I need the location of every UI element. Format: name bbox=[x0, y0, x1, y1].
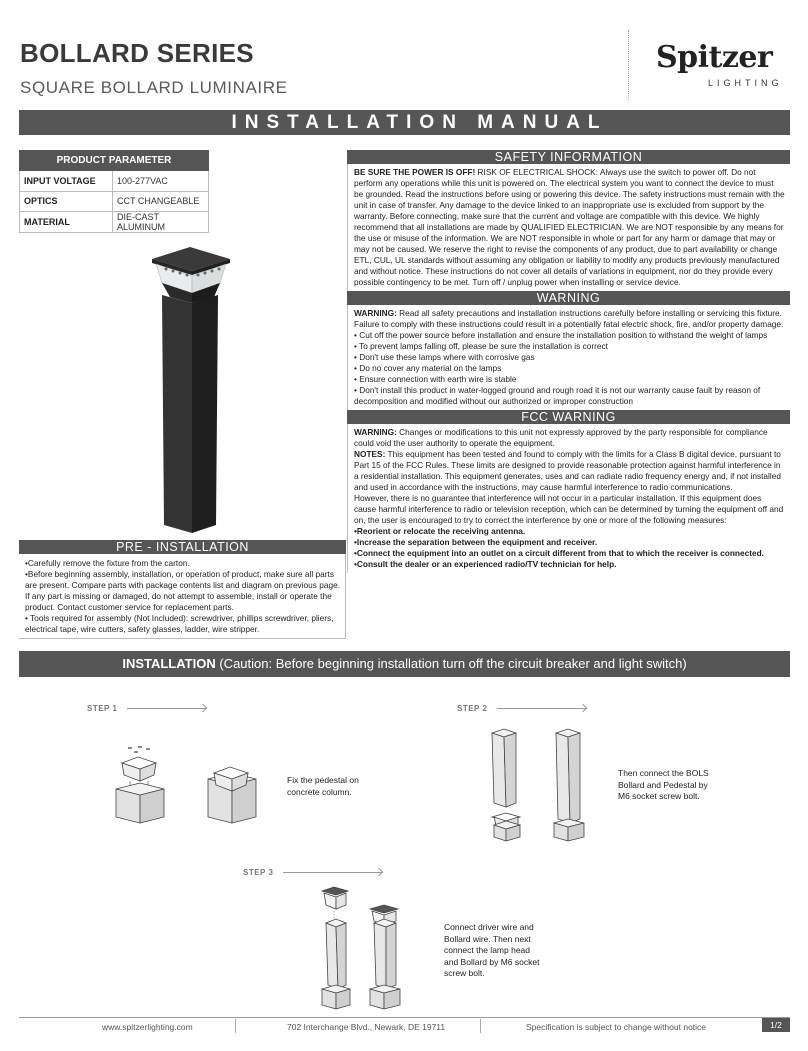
list-item: •Carefully remove the fixture from the carton. bbox=[25, 558, 190, 568]
pre-installation-panel bbox=[19, 540, 346, 639]
fcc-text-1: Changes or modifications to this unit not expressly approved by the party responsible for compliance could void the user authority to operate the equipment. bbox=[354, 427, 768, 448]
arrow-right-icon bbox=[199, 704, 207, 712]
safety-heading: SAFETY INFORMATION bbox=[347, 150, 790, 164]
document-subtitle: SQUARE BOLLARD LUMINAIRE bbox=[20, 78, 288, 97]
table-row bbox=[20, 171, 209, 192]
fcc-text-3: However, there is no guarantee that interference will not occur in a particular installation. If this equipment does cause harmful interference to radio or television reception, which can be determined by turning the equipment off and on, the user is encouraged to try to correct the interference by one or more of the following measures: bbox=[354, 493, 784, 525]
list-item: •Connect the equipment into an outlet on a circuit different from that to which the receiver is connected. bbox=[354, 548, 764, 558]
step-2-diagram bbox=[484, 725, 594, 845]
param-value: 100-277VAC bbox=[113, 171, 209, 192]
fcc-body bbox=[347, 424, 790, 573]
safety-text: RISK OF ELECTRICAL SHOCK: Always use the switch to power off. Do not perform any operations while this unit is powered on. The electrical system you want to connect the device to must be grounded. Read the instructions before using or powering this device. The safety instructions must remain with the unit in case of transfer. Any damage to the device linked to an inappropriate use is excluded from support by the warranty. Before connecting, make sure that the current and voltage are compatible with this device. We highly recommend that all installations are made by QUALIFIED ELECTRICIAN. We are NOT responsible by any means for the use or misuse of the information. We are NOT responsible in whole or part for any harm or damage that may or may not be caused. We reserve the right to revise the components of any product, due to part availability or change ETL, CUL, UL standards without assuming any obligation or liability to modify any products previously manufactured and without notice. These instructions do not cover all details of variations in equipment, nor do they provide every possible contingency to be met. Turn off / unplug power when installing or service device. bbox=[354, 167, 785, 287]
list-item: • Do no cover any material on the lamps bbox=[354, 363, 502, 373]
list-item: • Don't use these lamps where with corrosive gas bbox=[354, 352, 535, 362]
footer-notice: Specification is subject to change without notice bbox=[526, 1022, 707, 1032]
step-2-arrow bbox=[497, 708, 587, 709]
step-2-label: STEP 2 bbox=[457, 704, 488, 713]
safety-lead: BE SURE THE POWER IS OFF! bbox=[354, 167, 476, 177]
warning-heading: WARNING bbox=[347, 291, 790, 305]
installation-manual-banner: INSTALLATION MANUAL bbox=[19, 110, 790, 135]
step-1-caption: Fix the pedestal on concrete column. bbox=[287, 775, 359, 797]
step-3-caption: Connect driver wire and Bollard wire. Then next connect the lamp head and Bollard by M6 socket screw bolt. bbox=[444, 922, 540, 978]
param-value: DIE-CAST ALUMINUM bbox=[113, 212, 209, 233]
step-1-arrow bbox=[127, 708, 207, 709]
step-3-arrow bbox=[283, 872, 383, 873]
table-row bbox=[20, 191, 209, 212]
step-2-caption: Then connect the BOLS Bollard and Pedestal by M6 socket screw bolt. bbox=[618, 768, 709, 801]
list-item: • Don't install this product in water-logged ground and rough road it is not our warranty cause fault by reason of decomposition and modified without our authorized or improper construction bbox=[354, 385, 761, 406]
fcc-lead-notes: NOTES: bbox=[354, 449, 386, 459]
warning-text: Read all safety precautions and installation instructions carefully before installing or servicing this fixture. Failure to comply with these instructions could result in a potentially fatal electric shock, fire, and/or property damage. bbox=[354, 308, 784, 329]
document-title: BOLLARD SERIES bbox=[20, 38, 254, 68]
param-value: CCT CHANGEABLE bbox=[113, 191, 209, 212]
logo-subtext: LIGHTING bbox=[708, 78, 783, 88]
footer-address: 702 Interchange Blvd., Newark, DE 19711 bbox=[287, 1022, 446, 1032]
step-1-label: STEP 1 bbox=[87, 704, 118, 713]
product-parameter-table bbox=[19, 150, 209, 233]
footer-website: www.spitzerlighting.com bbox=[102, 1022, 193, 1032]
installation-heading-bar bbox=[19, 651, 790, 677]
warning-lead: WARNING: bbox=[354, 308, 397, 318]
safety-body bbox=[347, 164, 790, 291]
footer-divider bbox=[19, 1017, 790, 1018]
page-number: 1/2 bbox=[762, 1018, 790, 1032]
footer-separator bbox=[235, 1019, 236, 1033]
list-item: • To prevent lamps falling off, please be sure the installation is correct bbox=[354, 341, 608, 351]
fcc-heading: FCC WARNING bbox=[347, 410, 790, 424]
fcc-text-2: This equipment has been tested and found to comply with the limits for a Class B digital device, pursuant to Part 15 of the FCC Rules. These limits are designed to provide reasonable protection against harmful interference in a residential installation. This equipment generates, uses and can radiate radio frequency energy and, if not installed and used in accordance with the instructions, may cause harmful interference to radio communications. bbox=[354, 449, 781, 492]
footer-separator bbox=[480, 1019, 481, 1033]
bollard-product-image bbox=[140, 245, 240, 535]
pre-installation-body bbox=[19, 554, 346, 639]
brand-logo bbox=[656, 40, 791, 90]
list-item: •Before beginning assembly, installation, or operation of product, make sure all parts are present. Compare parts with package contents list and diagram on previous page. If any part is missing or damaged, do not attempt to assemble, install or operate the product. Contact customer service for replacement parts. bbox=[25, 569, 340, 612]
installation-caution: (Caution: Before beginning installation turn off the circuit breaker and light switch) bbox=[215, 656, 687, 671]
step-3-diagram bbox=[316, 885, 416, 1013]
param-key: MATERIAL bbox=[20, 212, 113, 233]
fcc-lead-warning: WARNING: bbox=[354, 427, 397, 437]
safety-panel bbox=[347, 150, 790, 573]
param-key: OPTICS bbox=[20, 191, 113, 212]
product-parameter-heading: PRODUCT PARAMETER bbox=[20, 151, 209, 171]
list-item: • Tools required for assembly (Not Included): screwdriver, phillips screwdriver, pliers, electrical tape, wire cutters, safety glasses, ladder, wire stripper. bbox=[25, 613, 334, 634]
step-3-label: STEP 3 bbox=[243, 868, 274, 877]
list-item: •Consult the dealer or an experienced radio/TV technician for help. bbox=[354, 559, 617, 569]
list-item: •Reorient or relocate the receiving antenna. bbox=[354, 526, 526, 536]
list-item: • Cut off the power source before installation and ensure the installation position to withstand the weight of lamps bbox=[354, 330, 768, 340]
logo-text: Spitzer bbox=[656, 40, 773, 75]
list-item: • Ensure connection with earth wire is stable bbox=[354, 374, 517, 384]
step-1-diagram bbox=[108, 745, 298, 835]
installation-heading: INSTALLATION bbox=[122, 656, 216, 671]
table-row bbox=[20, 212, 209, 233]
header-divider bbox=[628, 30, 629, 100]
warning-body bbox=[347, 305, 790, 410]
pre-installation-heading: PRE - INSTALLATION bbox=[19, 540, 346, 554]
list-item: •Increase the separation between the equipment and receiver. bbox=[354, 537, 598, 547]
arrow-right-icon bbox=[375, 868, 383, 876]
arrow-right-icon bbox=[579, 704, 587, 712]
param-key: INPUT VOLTAGE bbox=[20, 171, 113, 192]
